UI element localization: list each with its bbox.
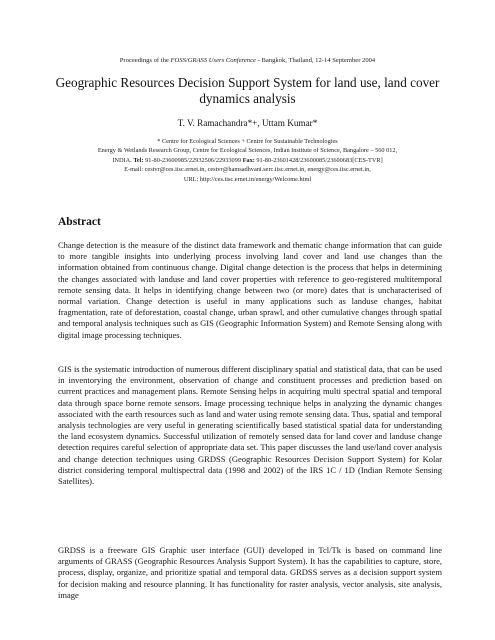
tel-number: 91-80-23600985/22932506/22933099 [143,156,243,164]
affiliation-country: INDIA. [112,156,134,164]
proceedings-header [0,57,495,64]
affiliation-email: E-mail: cestvr@ces.iisc.ernet.in, cestvr@hamsadhvani.serc.iisc.ernet.in, energy@ces.iisc.ernet.in, [124,166,371,174]
abstract-heading: Abstract [58,216,101,228]
abstract-paragraph-3: GRDSS is a freeware GIS Graphic user interface (GUI) developed in Tcl/Tk is based on command line arguments of GRASS (Geographic Resources Analysis Support System). It has the capabilities to capture, store, process, display, organize, and prioritize spatial and temporal data. GRDSS serves as a decision support system for decision making and resource planning. It has functionality for raster analysis, vector analysis, site analysis, image [58,545,442,600]
paper-title: Geographic Resources Decision Support System for land use, land cover dynamics analysis [55,75,440,106]
abstract-paragraph-1: Change detection is the measure of the distinct data framework and thematic change information that can guide to more tangible insights into underlying process involving land cover and land use changes than the information obtained from continuous change. Digital change detection is the process that helps in determining the changes associated with landuse and land cover properties with reference to geo-registered multitemporal remote sensing data. It helps in identifying change between two (or more) dates that is uncharacterised of normal variation. Change detection is useful in many applications such as landuse changes, habitat fragmentation, rate of deforestation, coastal change, urban sprawl, and other cumulative changes through spatial and temporal analysis techniques such as GIS (Geographic Information System) and Remote Sensing along with digital image processing techniques. [58,240,442,340]
fax-number: 91-80-23601428/23600085/23600683[CES-TVR] [254,156,383,164]
author-list: T. V. Ramachandra*+, Uttam Kumar* [177,118,318,128]
affiliation-url: URL: http://ces.iisc.ernet.in/energy/Welcome.html [183,175,312,183]
affiliation-contact [25,156,470,165]
affiliation-centres: * Centre for Ecological Sciences + Centre for Sustainable Technologies [157,138,338,145]
abstract-paragraph-2: GIS is the systematic introduction of numerous different disciplinary spatial and statistical data, that can be used in inventorying the environment, observation of change and constituent processes and prediction based on current practices and management plans. Remote Sensing helps in acquiring multi spectral spatial and temporal data through space borne remote sensors. Image processing technique helps in analyzing the dynamic changes associated with the earth resources such as land and water using remote sensing data. Thus, spatial and temporal analysis technologies are very useful in generating scientifically based statistical spatial data for understanding the land ecosystem dynamics. Successful utilization of remotely sensed data for land cover and landuse change detection requires careful selection of appropriate data set. This paper discusses the land use/land cover analysis and change detection techniques using GRDSS (Geographic Resources Decision Support System) for Kolar district considering temporal multispectral data (1998 and 2002) of the IRS 1C / 1D (Indian Remote Sensing Satellites). [58,364,442,487]
tel-label: Tel: [133,156,144,164]
affiliation-block [25,137,470,184]
header-suffix: - Bangkok, Thailand, 12-14 September 2004 [255,57,376,64]
fax-label: Fax: [242,156,255,164]
header-prefix: Proceedings of the [119,57,171,64]
header-conference: FOSS/GRASS Users Conference [170,57,256,64]
affiliation-group: Energy & Wetlands Research Group, Centre for Ecological Sciences, Indian Institute of Science, Bangalore – 560 012, [97,147,398,155]
